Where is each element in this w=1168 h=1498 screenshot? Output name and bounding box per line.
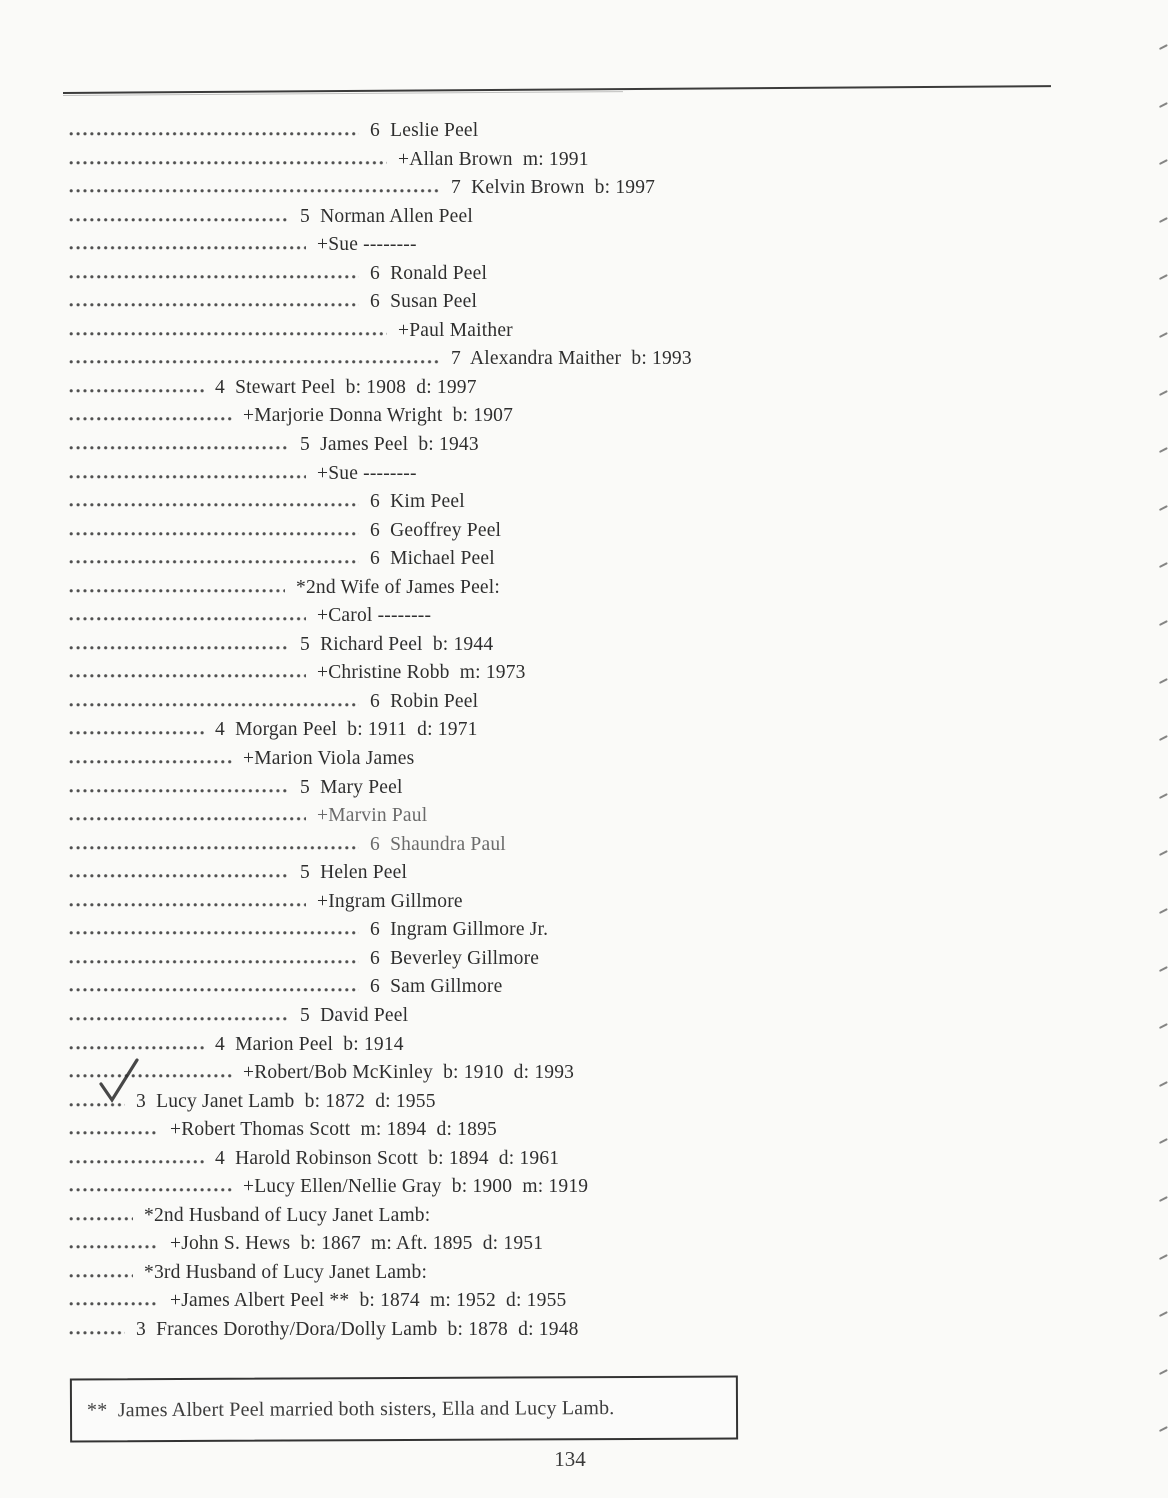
scan-artifact [1159,1426,1168,1432]
scan-artifact [1159,102,1168,108]
tree-row-text: 4 Stewart Peel b: 1908 d: 1997 [215,376,477,398]
scan-artifact [1159,1311,1168,1317]
dot-leader [69,1131,159,1135]
scan-artifact [1159,505,1168,511]
tree-row-text: 3 Frances Dorothy/Dora/Dolly Lamb b: 1878 d: 1948 [136,1318,579,1340]
dot-leader [69,1160,204,1164]
tree-row-text: 6 Michael Peel [370,548,495,570]
dot-leader [69,931,359,935]
tree-row [69,973,1100,1002]
dot-leader [69,1302,159,1306]
dot-leader [69,503,359,507]
tree-row [69,1145,1100,1174]
dot-leader [69,560,359,564]
scan-artifact [1159,44,1168,50]
tree-row [69,688,1100,717]
tree-row-text: +Paul Maither [398,319,513,341]
tree-row [69,117,1100,146]
tree-row-text: 5 James Peel b: 1943 [300,434,479,456]
tree-row-text: 7 Kelvin Brown b: 1997 [451,177,656,199]
tree-row [69,1088,1100,1117]
tree-row-text: 6 Sam Gillmore [370,976,503,998]
dot-leader [69,360,440,364]
tree-row-text: +Lucy Ellen/Nellie Gray b: 1900 m: 1919 [243,1176,589,1198]
tree-row-text: +Marion Viola James [243,748,415,770]
scan-artifact [1159,562,1168,568]
tree-row-text: +Marvin Paul [317,805,428,827]
tree-row [69,1116,1100,1145]
scan-artifact [1159,217,1168,223]
tree-row-text: 6 Shaundra Paul [370,833,506,855]
dot-leader [69,161,387,165]
tree-row-text: +Allan Brown m: 1991 [398,148,589,170]
dot-leader [69,903,306,907]
dot-leader [69,1188,232,1192]
tree-row [69,716,1100,745]
scan-artifact [1159,1254,1168,1260]
dot-leader [69,1074,232,1078]
tree-row [69,631,1100,660]
dot-leader [69,817,306,821]
tree-row-text: 6 Susan Peel [370,291,478,313]
tree-row-text: 6 Ronald Peel [370,262,488,284]
scan-artifact [1159,159,1168,165]
tree-row-text: 6 Beverley Gillmore [370,947,540,969]
dot-leader [69,1017,289,1021]
dot-leader [69,960,359,964]
tree-row-text: +Sue -------- [317,462,417,484]
footnote-box [70,1376,738,1443]
tree-row-text: 6 Geoffrey Peel [370,519,502,541]
tree-row-text: +Robert Thomas Scott m: 1894 d: 1895 [170,1119,497,1141]
dot-leader [69,874,289,878]
tree-row [69,859,1100,888]
scan-artifact [1159,1369,1168,1375]
scan-artifact [1159,850,1168,856]
dot-leader [69,189,440,193]
dot-leader [69,617,306,621]
tree-row [69,488,1100,517]
tree-row-text: *2nd Wife of James Peel: [296,576,501,598]
tree-row [69,460,1100,489]
tree-row [69,402,1100,431]
tree-row-text: +Carol -------- [317,605,432,627]
tree-row [69,1259,1100,1288]
tree-row [69,1202,1100,1231]
tree-row-text: 4 Morgan Peel b: 1911 d: 1971 [215,719,478,741]
tree-row-text: +Sue -------- [317,234,417,256]
dot-leader [69,303,359,307]
tree-row [69,260,1100,289]
tree-row-text: 6 Robin Peel [370,690,479,712]
dot-leader [69,789,289,793]
scan-artifact [1159,1081,1168,1087]
tree-row [69,317,1100,346]
dot-leader [69,218,289,222]
dot-leader [69,389,204,393]
tree-row [69,174,1100,203]
tree-row-text: *2nd Husband of Lucy Janet Lamb: [144,1204,431,1226]
dot-leader [69,1046,204,1050]
scan-artifact [1159,793,1168,799]
dot-leader [69,760,232,764]
tree-row [69,916,1100,945]
page-number: 134 [554,1447,586,1471]
scan-artifact [1159,966,1168,972]
dot-leader [69,532,359,536]
tree-row-text: 5 Helen Peel [300,862,408,884]
tree-row [69,831,1100,860]
scan-artifact [1159,1138,1168,1144]
tree-row [69,745,1100,774]
tree-row [69,1031,1100,1060]
dot-leader [69,1245,159,1249]
dot-leader [69,846,359,850]
tree-row [69,1316,1100,1345]
tree-row [69,1173,1100,1202]
tree-rows [0,117,1100,1345]
dot-leader [69,988,359,992]
tree-row-text: 5 Norman Allen Peel [300,205,473,227]
dot-leader [69,1274,133,1278]
dot-leader [69,1217,133,1221]
tree-row-text: +Christine Robb m: 1973 [317,662,526,684]
tree-row [69,888,1100,917]
tree-row-text: 4 Harold Robinson Scott b: 1894 d: 1961 [215,1147,560,1169]
dot-leader [69,703,359,707]
scan-artifact [1159,1196,1168,1202]
scan-artifact [1159,908,1168,914]
tree-row [69,574,1100,603]
tree-row-text: 6 Leslie Peel [370,120,479,141]
scan-artifact [1159,620,1168,626]
dot-leader [69,646,289,650]
tree-row [69,517,1100,546]
tree-row-text: 5 David Peel [300,1004,409,1026]
dot-leader [69,475,306,479]
tree-row [69,1002,1100,1031]
tree-row [69,602,1100,631]
dot-leader [69,417,232,421]
tree-row [69,146,1100,175]
dot-leader [69,674,306,678]
tree-row-text: 7 Alexandra Maither b: 1993 [451,348,692,370]
tree-row-text: 6 Ingram Gillmore Jr. [370,919,549,941]
tree-row-text: +James Albert Peel ** b: 1874 m: 1952 d: 1955 [170,1290,567,1312]
dot-leader [69,731,204,735]
tree-row [69,802,1100,831]
tree-row-text: 6 Kim Peel [370,491,465,513]
tree-row [69,374,1100,403]
tree-row [69,774,1100,803]
dot-leader [69,589,285,593]
tree-row [69,203,1100,232]
tree-row-text: +Marjorie Donna Wright b: 1907 [243,405,514,427]
dot-leader [69,332,387,336]
scan-artifact [1159,332,1168,338]
handwritten-checkmark-icon [97,1054,143,1106]
tree-row-text: 5 Richard Peel b: 1944 [300,633,494,655]
dot-leader [69,275,359,279]
scan-artifact [1159,447,1168,453]
tree-row-text: 3 Lucy Janet Lamb b: 1872 d: 1955 [136,1090,436,1112]
scan-artifact [1159,678,1168,684]
tree-row [69,1287,1100,1316]
footnote-text: ** James Albert Peel married both sisters, Ella and Lucy Lamb. [86,1396,615,1421]
dot-leader [69,246,306,250]
tree-row-text: 4 Marion Peel b: 1914 [215,1033,404,1055]
scan-artifact [1159,1023,1168,1029]
tree-row [69,288,1100,317]
tree-row-text: *3rd Husband of Lucy Janet Lamb: [144,1261,428,1283]
tree-row [69,431,1100,460]
tree-row [69,545,1100,574]
tree-row [69,231,1100,260]
dot-leader [69,1331,125,1335]
scan-artifact [1159,390,1168,396]
scan-artifact [1159,274,1168,280]
tree-row [69,1059,1100,1088]
tree-row [69,659,1100,688]
tree-row-text: 5 Mary Peel [300,776,403,798]
tree-row-text: +John S. Hews b: 1867 m: Aft. 1895 d: 1951 [170,1233,544,1255]
tree-row [69,345,1100,374]
dot-leader [69,132,359,136]
dot-leader [69,446,289,450]
header-rule [63,85,1051,94]
tree-row-text: +Robert/Bob McKinley b: 1910 d: 1993 [243,1062,575,1084]
tree-row-text: +Ingram Gillmore [317,890,463,912]
tree-row [69,945,1100,974]
tree-row [69,1230,1100,1259]
scan-artifact [1159,735,1168,741]
